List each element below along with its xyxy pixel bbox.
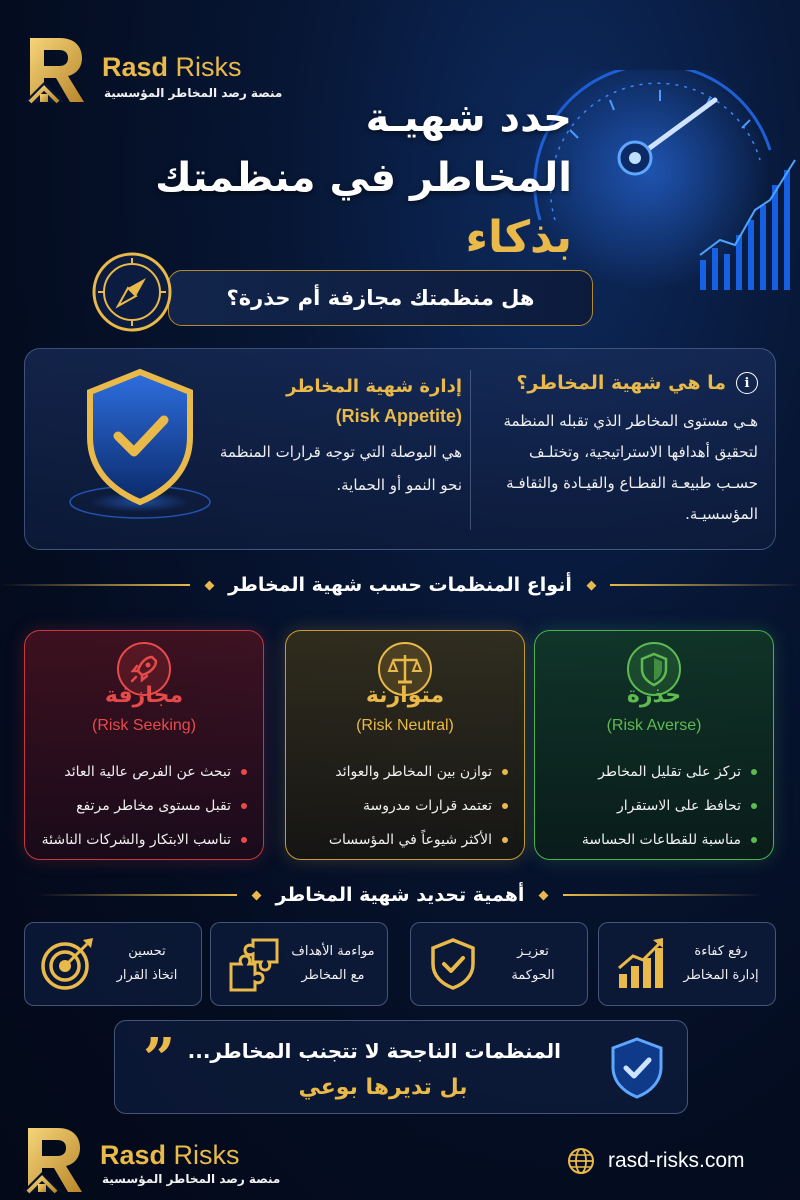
importance-text xyxy=(491,940,575,988)
importance-text xyxy=(291,940,375,988)
type-name: مجازفة xyxy=(104,683,184,708)
importance-line-1: رفع كفاءة xyxy=(694,944,748,959)
importance-item-decision xyxy=(24,922,202,1006)
definition-what xyxy=(488,372,758,530)
list-item xyxy=(296,823,508,857)
importance-line-1: تحسين xyxy=(128,944,166,959)
definition-manage-en: (Risk Appetite) xyxy=(335,406,462,426)
types-section-heading xyxy=(0,574,800,596)
list-item-text: تعتمد قرارات مدروسة xyxy=(363,798,492,814)
definition-what-title: ما هي شهية المخاطر؟ xyxy=(516,372,726,394)
list-item xyxy=(545,789,757,823)
compass-icon xyxy=(90,250,174,334)
importance-item-governance xyxy=(410,922,588,1006)
rasd-logo-icon xyxy=(22,32,94,104)
brand-name-rest: Risks xyxy=(168,52,242,82)
importance-item-efficiency xyxy=(598,922,776,1006)
brand-name-bold: Rasd xyxy=(102,52,169,82)
definition-manage xyxy=(212,372,462,502)
bullet-dot xyxy=(241,769,247,775)
bullet-dot xyxy=(751,803,757,809)
importance-line-1: تعزيـز xyxy=(517,944,549,959)
list-item-text: تركز على تقليل المخاطر xyxy=(598,764,741,780)
types-heading-text: أنواع المنظمات حسب شهية المخاطر xyxy=(228,574,572,596)
definition-what-heading xyxy=(488,372,758,394)
list-item xyxy=(296,789,508,823)
list-item-text: تبحث عن الفرص عالية العائد xyxy=(64,764,231,780)
bullet-dot xyxy=(502,769,508,775)
importance-text xyxy=(105,940,189,988)
heading-line-left xyxy=(0,584,190,586)
importance-line-2: مع المخاطر xyxy=(301,968,365,983)
title-line-1: حدد شهيـة xyxy=(365,95,572,141)
target-icon xyxy=(37,934,97,994)
title-line-3: بذكاء xyxy=(465,212,572,263)
info-icon: i xyxy=(736,372,758,394)
page-title xyxy=(112,88,572,268)
diamond-icon xyxy=(204,580,214,590)
type-name: متوازنة xyxy=(365,683,445,708)
type-en: (Risk Seeking) xyxy=(91,717,197,734)
list-item-text: تحافظ على الاستقرار xyxy=(616,798,741,814)
definition-manage-text: هي البوصلة التي توجه قرارات المنظمة نحو النمو أو الحماية. xyxy=(219,443,462,494)
list-item-text: تقبل مستوى مخاطر مرتفع xyxy=(76,798,231,814)
shield-check-icon xyxy=(605,1035,669,1101)
diamond-icon xyxy=(539,890,549,900)
diamond-icon xyxy=(586,580,596,590)
brand-tagline: منصة رصد المخاطر المؤسسية xyxy=(102,1172,281,1186)
heading-line-left xyxy=(37,894,237,896)
importance-line-2: الحوكمة xyxy=(511,968,555,983)
heading-line-right xyxy=(610,584,800,586)
importance-item-alignment xyxy=(210,922,388,1006)
brand-name xyxy=(102,52,242,83)
brand-name-rest: Risks xyxy=(166,1140,240,1170)
shield-check-icon xyxy=(60,362,220,532)
importance-line-1: مواءمة الأهداف xyxy=(291,944,375,959)
quote-line-2: بل تديرها بوعي xyxy=(298,1075,468,1100)
bullet-dot xyxy=(241,803,247,809)
title-line-2: المخاطر في منظمتك xyxy=(155,155,572,201)
bullet-dot xyxy=(502,803,508,809)
type-name: حذرة xyxy=(626,683,682,708)
rasd-logo-icon xyxy=(20,1122,92,1194)
footer-brand-logo xyxy=(20,1118,280,1198)
importance-line-2: اتخاذ القرار xyxy=(116,968,178,983)
bullet-dot xyxy=(751,769,757,775)
importance-text xyxy=(679,940,763,988)
type-en: (Risk Averse) xyxy=(606,717,702,734)
question-text: هل منظمتك مجازفة أم حذرة؟ xyxy=(226,286,535,310)
importance-line-2: إدارة المخاطر xyxy=(683,968,759,983)
puzzle-icon xyxy=(223,934,283,994)
list-item xyxy=(35,789,247,823)
list-item xyxy=(296,755,508,789)
definition-manage-title: إدارة شهية المخاطر xyxy=(286,376,462,397)
website-text[interactable]: rasd-risks.com xyxy=(608,1149,745,1172)
type-card-risk-averse xyxy=(534,630,774,860)
diamond-icon xyxy=(251,890,261,900)
website-link[interactable] xyxy=(566,1146,745,1176)
type-en: (Risk Neutral) xyxy=(356,717,454,734)
list-item xyxy=(35,823,247,857)
type-card-risk-seeking xyxy=(24,630,264,860)
quote-box xyxy=(114,1020,688,1114)
quote-line-1: المنظمات الناجحة لا تتجنب المخاطر... xyxy=(187,1039,561,1063)
list-item-text: تناسب الابتكار والشركات الناشئة xyxy=(41,832,231,848)
brand-name-bold: Rasd xyxy=(100,1140,167,1170)
type-card-risk-neutral xyxy=(285,630,525,860)
list-item xyxy=(545,823,757,857)
importance-heading-text: أهمية تحديد شهية المخاطر xyxy=(275,884,525,906)
bullet-dot xyxy=(241,837,247,843)
list-item xyxy=(545,755,757,789)
brand-tagline: منصة رصد المخاطر المؤسسية xyxy=(104,86,283,100)
growth-chart-icon xyxy=(611,934,671,994)
bullet-dot xyxy=(751,837,757,843)
brand-name xyxy=(100,1140,240,1171)
question-banner xyxy=(168,270,593,326)
list-item-text: مناسبة للقطاعات الحساسة xyxy=(581,832,741,848)
quote-mark-icon: ” xyxy=(143,1026,176,1092)
list-item-text: الأكثر شيوعاً في المؤسسات xyxy=(328,832,492,848)
divider xyxy=(470,370,471,530)
shield-check-icon xyxy=(423,934,483,994)
importance-section-heading xyxy=(0,884,800,906)
list-item xyxy=(35,755,247,789)
heading-line-right xyxy=(563,894,763,896)
list-item-text: توازن بين المخاطر والعوائد xyxy=(335,764,492,780)
globe-icon xyxy=(566,1146,596,1176)
bullet-dot xyxy=(502,837,508,843)
definition-what-text: هـي مستوى المخاطر الذي تقبله المنظمة لتحقيق أهدافها الاستراتيجية، وتختلـف حسـب طبيعـة القطـاع والقيـادة والثقافـة المؤسسيـة. xyxy=(503,412,758,523)
